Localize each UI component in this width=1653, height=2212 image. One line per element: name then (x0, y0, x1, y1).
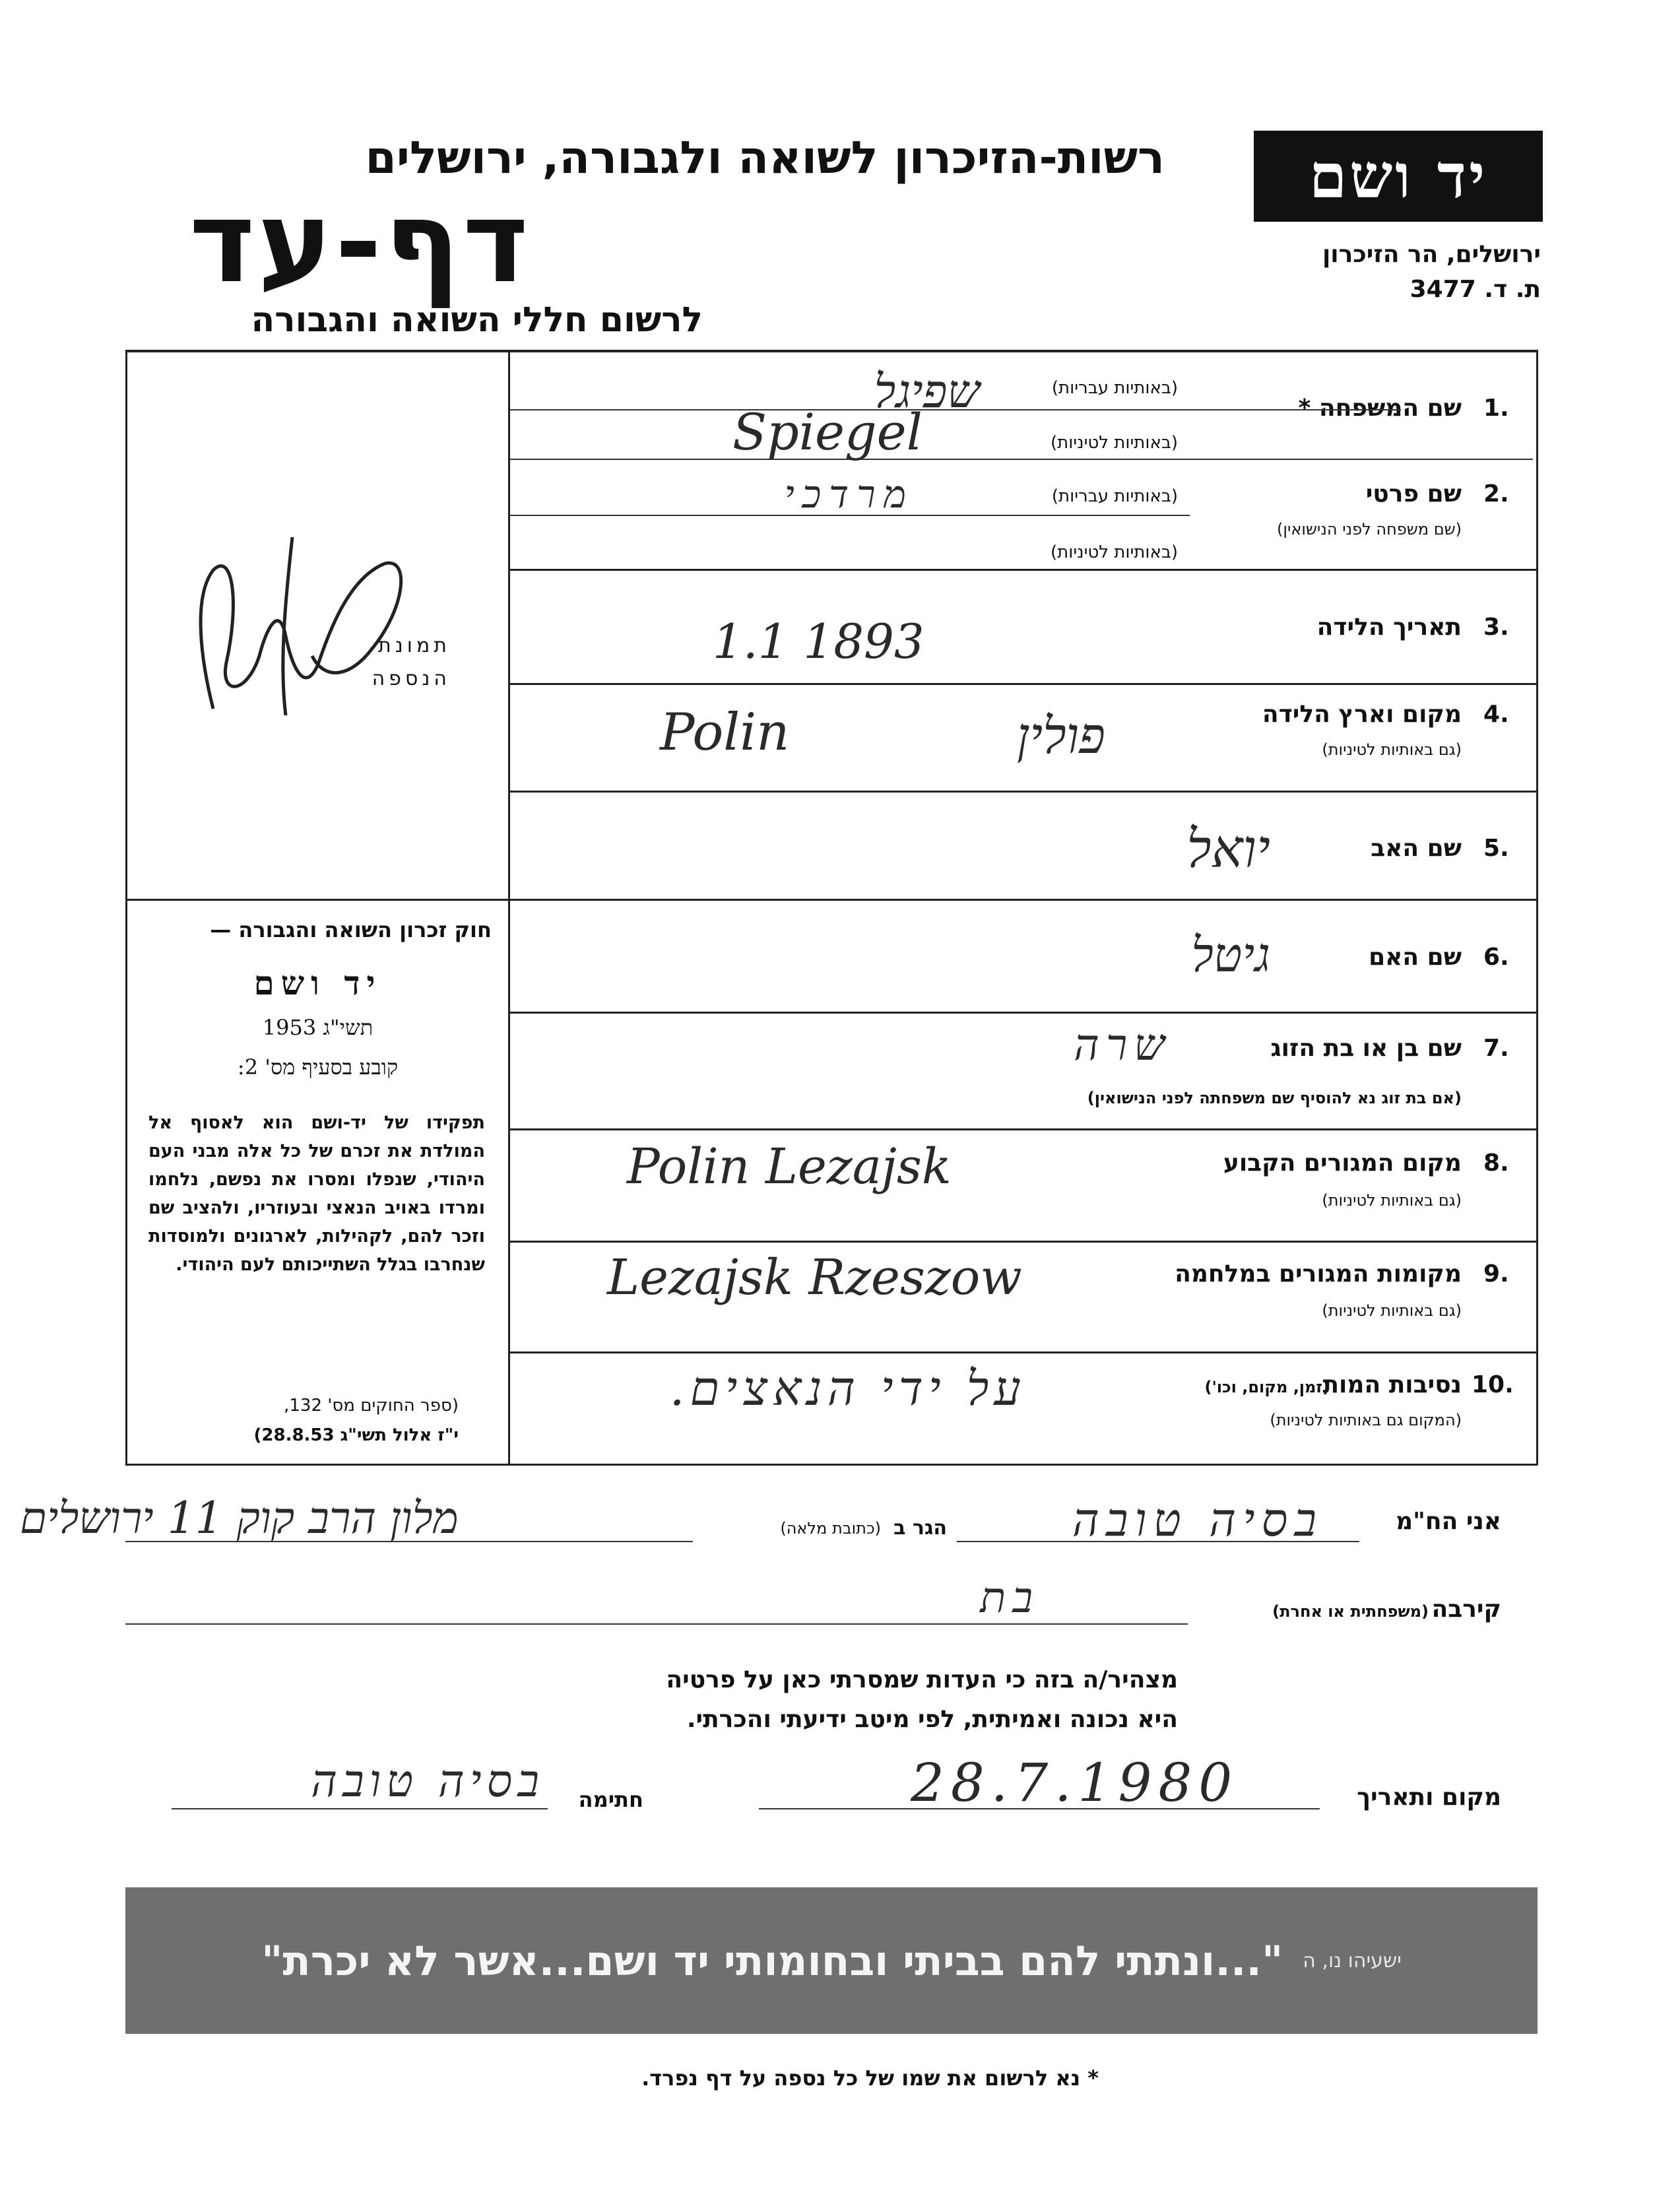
law-source-line2: י"ז אלול תשי"ג 28.8.53) (253, 1425, 459, 1445)
law-body: תפקידו של יד-ושם הוא לאסוף אל המולדת את זכרם של כל אלה מבני העם היהודי, שנפלו ומסרו את נפשם, נלחמו ומרדו באויב הנאצי ובעוזריו, ולהציב שם וזכר להם, לקהילות, לארגונים ולמוסדות שנחרבו בגלל השתייכותם לעם היהודי. (148, 1113, 485, 1275)
declaration-line1: מצהיר/ה בזה כי העדות שמסרתי כאן על פרטיה (666, 1666, 1178, 1693)
footer-note: * נא לרשום את שמו של כל נספה על דף נפרד. (641, 2066, 1099, 2091)
field1-value-latin[interactable]: Spiegel (732, 403, 923, 461)
field8-value[interactable]: Polin Lezajsk (627, 1138, 952, 1195)
field7-bottom-rule (510, 1128, 1536, 1130)
field7-hint: (אם בת זוג נא להוסיף שם משפחתה לפני הנישואין) (1087, 1089, 1462, 1107)
declarant-relation-line (125, 1623, 1188, 1625)
field3-number: 3. (1483, 614, 1509, 641)
declarant-address-hint: (כתובת מלאה) (780, 1519, 881, 1538)
field9-number: 9. (1483, 1260, 1509, 1287)
form-subtitle: לרשום חללי השואה והגבורה (251, 300, 703, 340)
field2-hint: (שם משפחה לפני הנישואין) (1277, 520, 1462, 538)
quote-banner (125, 1887, 1538, 2034)
field2-label: שם פרטי (1365, 480, 1462, 507)
field10-hint: (המקום גם באותיות לטיניות) (1270, 1411, 1462, 1429)
field6-value[interactable]: גיטל (1191, 927, 1270, 983)
form-right-border (1536, 350, 1538, 1465)
place-date-value[interactable]: 28.7.1980 (911, 1752, 1239, 1813)
signature-value[interactable]: בסיה טובה (311, 1755, 544, 1807)
field2-number: 2. (1483, 480, 1509, 507)
field10-value[interactable]: על ידי הנאצים. (669, 1361, 1026, 1416)
field4-number: 4. (1483, 701, 1509, 728)
field1-number: 1. (1483, 395, 1509, 422)
field7-number: 7. (1483, 1035, 1509, 1062)
signature-label: חתימה (578, 1787, 643, 1812)
banner-source: ישעיהו נו, ה (1303, 1949, 1402, 1972)
field1-value-hebrew[interactable]: שפיגל (874, 364, 980, 418)
field3-label: תאריך הלידה (1316, 614, 1462, 641)
field9-bottom-rule (510, 1351, 1536, 1353)
field1-label: שם המשפחה * (1298, 395, 1462, 422)
photo-box (127, 352, 508, 899)
field1-latin-line (510, 459, 1533, 460)
field5-bottom-rule (510, 899, 1536, 901)
photo-law-divider (125, 899, 510, 901)
field4-hint: (גם באותיות לטיניות) (1322, 740, 1462, 759)
field8-number: 8. (1483, 1150, 1509, 1177)
field4-value-hebrew[interactable]: פולין (1016, 706, 1105, 765)
field2-sub-hebrew: (באותיות עבריות) (1051, 486, 1178, 506)
field10-number: 10. (1472, 1371, 1514, 1398)
declarant-name-value[interactable]: בסיה טובה (1072, 1493, 1323, 1547)
address-line2: ת. ד. 3477 (1410, 276, 1541, 303)
form-middle-border (125, 1464, 1538, 1466)
law-title: חוק זכרון השואה והגבורה — (210, 917, 492, 942)
declarant-name-label: אני הח"מ (1396, 1508, 1501, 1535)
field2-value-hebrew[interactable]: מרדכי (784, 472, 914, 517)
field3-value[interactable]: 1.1 1893 (713, 614, 924, 669)
field5-value[interactable]: יואל (1186, 818, 1270, 880)
field2-bottom-rule (510, 569, 1536, 571)
column-divider (508, 350, 510, 1465)
law-source-line1: (ספר החוקים מס' 132, (284, 1396, 459, 1415)
yad-vashem-logo (1254, 131, 1543, 222)
field9-value[interactable]: Lezajsk Rzeszow (607, 1249, 1022, 1306)
declarant-relation-value[interactable]: בת (980, 1574, 1039, 1623)
law-name: יד ושם (253, 963, 382, 1002)
field7-value[interactable]: שרה (1074, 1020, 1171, 1070)
authority-name: רשות-הזיכרון לשואה ולגבורה, ירושלים (365, 132, 1165, 184)
field4-label: מקום וארץ הלידה (1262, 701, 1462, 728)
field9-label: מקומות המגורים במלחמה (1175, 1260, 1462, 1287)
place-date-label: מקום ותאריך (1357, 1784, 1501, 1811)
field6-number: 6. (1483, 944, 1509, 971)
banner-text: "...ונתתי להם בביתי ובחומותי יד ושם...אשר לא יכרת" (261, 1936, 1283, 1985)
declarant-relation-label: קירבה (1431, 1596, 1501, 1623)
field3-bottom-rule (510, 683, 1536, 685)
declaration-line2: היא נכונה ואמיתית, לפי מיטב ידיעתי והכרתי. (686, 1706, 1178, 1733)
field9-hint: (גם באותיות לטיניות) (1322, 1301, 1462, 1320)
field1-sub-hebrew: (באותיות עבריות) (1051, 378, 1178, 398)
field6-label: שם האם (1369, 944, 1462, 971)
signature-in-photo (187, 498, 424, 722)
form-title: דף-עד (189, 178, 531, 308)
field5-label: שם האב (1371, 835, 1462, 862)
law-year: תשי"ג 1953 (262, 1015, 373, 1040)
field8-bottom-rule (510, 1241, 1536, 1243)
field10-label: נסיבות המות (1322, 1371, 1462, 1398)
declarant-relation-hint: (משפחתית או אחרת) (1272, 1602, 1429, 1621)
field2-sub-latin: (באותיות לטיניות) (1051, 542, 1178, 562)
field5-number: 5. (1483, 835, 1509, 862)
field6-bottom-rule (510, 1012, 1536, 1014)
field7-label: שם בן או בת הזוג (1270, 1035, 1462, 1062)
photo-label: תמונת הנספה (372, 634, 451, 690)
field4-value-latin[interactable]: Polin (660, 703, 790, 762)
field8-label: מקום המגורים הקבוע (1223, 1150, 1462, 1177)
field8-hint: (גם באותיות לטיניות) (1322, 1191, 1462, 1210)
logo-text: יד ושם (1309, 141, 1488, 212)
address-line1: ירושלים, הר הזיכרון (1322, 241, 1541, 268)
signature-line (172, 1808, 548, 1809)
declarant-address-label: הגר ב (893, 1516, 947, 1540)
declarant-address-value[interactable]: מלון הרב קוק 11 ירושלים (20, 1493, 459, 1544)
field10-hint-inline: (זמן, מקום, וכו') (1204, 1378, 1330, 1396)
field4-bottom-rule (510, 791, 1536, 793)
field1-sub-latin: (באותיות לטיניות) (1051, 433, 1178, 453)
law-clause: קובע בסעיף מס' 2: (237, 1055, 399, 1080)
